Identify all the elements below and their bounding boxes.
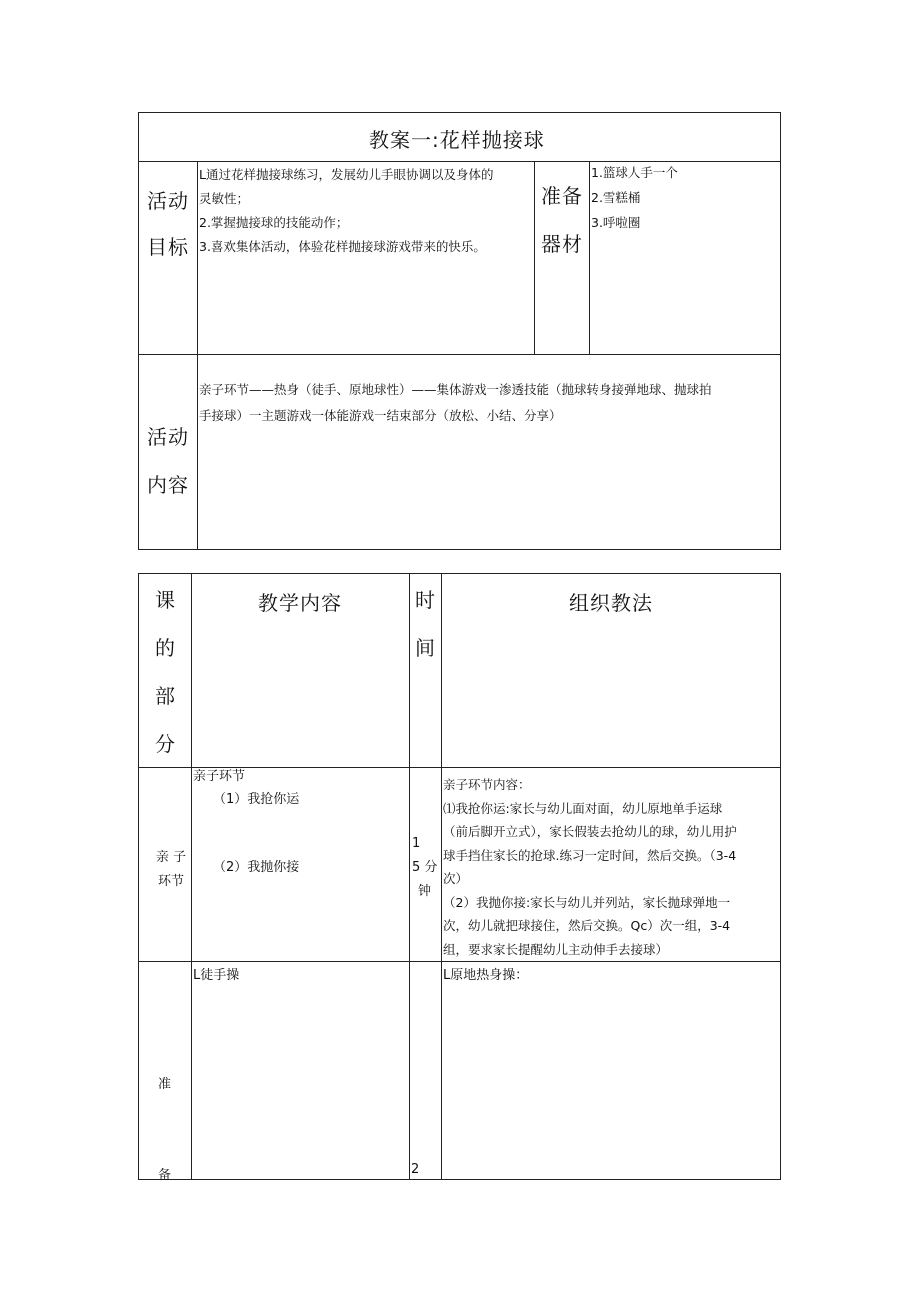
- row2-part-1: 准: [158, 1077, 172, 1092]
- header-part: 课 的 部 分: [155, 588, 175, 756]
- row1-content: 亲子环节 （1）我抢你运 （2）我抛你接: [193, 769, 300, 875]
- materials-list: [591, 160, 678, 235]
- row2-part-2: 备: [158, 1168, 172, 1183]
- page-title: 教案一:花样抛接球: [369, 128, 545, 152]
- row1-part: 亲 子 环节: [155, 850, 187, 889]
- material-item: 1.篮球人手一个: [591, 165, 678, 180]
- objectives-list: [199, 163, 493, 259]
- row2-content: L徒手操: [193, 968, 240, 983]
- objective-item: L通过花样抛接球练习，发展幼儿手眼协调以及身体的: [199, 167, 494, 182]
- header-content: 教学内容: [258, 591, 342, 615]
- objective-label: 活动 目标: [147, 189, 189, 259]
- objective-item: 灵敏性；: [199, 191, 250, 206]
- row1-time: 1 5 分 钟: [412, 836, 438, 899]
- materials-label: 准备 器材: [541, 184, 583, 256]
- objective-item: 2.掌握抛接球的技能动作；: [199, 215, 349, 230]
- header-method: 组织教法: [569, 591, 653, 615]
- row2-method: L原地热身操：: [443, 968, 529, 983]
- activity-content: 亲子环节——热身（徒手、原地球性）——集体游戏一渗透技能（抛球转身接弹地球、抛球拍 手接球）一主题游戏一体能游戏一结束部分（放松、小结、分享）: [199, 382, 712, 423]
- row1-method: 亲子环节内容： ⑴我抢你运:家长与幼儿面对面，幼儿原地单手运球 （前后脚开立式），家长假装去抢幼儿的球，幼儿用护 球手挡住家长的抢球.练习一定时间，然后交换。（3-4 次） （2）我抛你接:家长与幼儿并列站，家长抛球弹地一 次，幼儿就把球接住，然后交换。Qc）次一组，3-4 组，要求家长提醒幼儿主动伸手去接球）: [443, 777, 737, 957]
- row2-time: 2: [411, 1162, 420, 1177]
- material-item: 3.呼啦圈: [591, 215, 641, 230]
- objective-item: 3.喜欢集体活动，体验花样抛接球游戏带来的快乐。: [199, 239, 486, 254]
- material-item: 2.雪糕桶: [591, 190, 641, 205]
- content-label: 活动 内容: [147, 425, 189, 497]
- header-time: 时 间: [415, 588, 435, 660]
